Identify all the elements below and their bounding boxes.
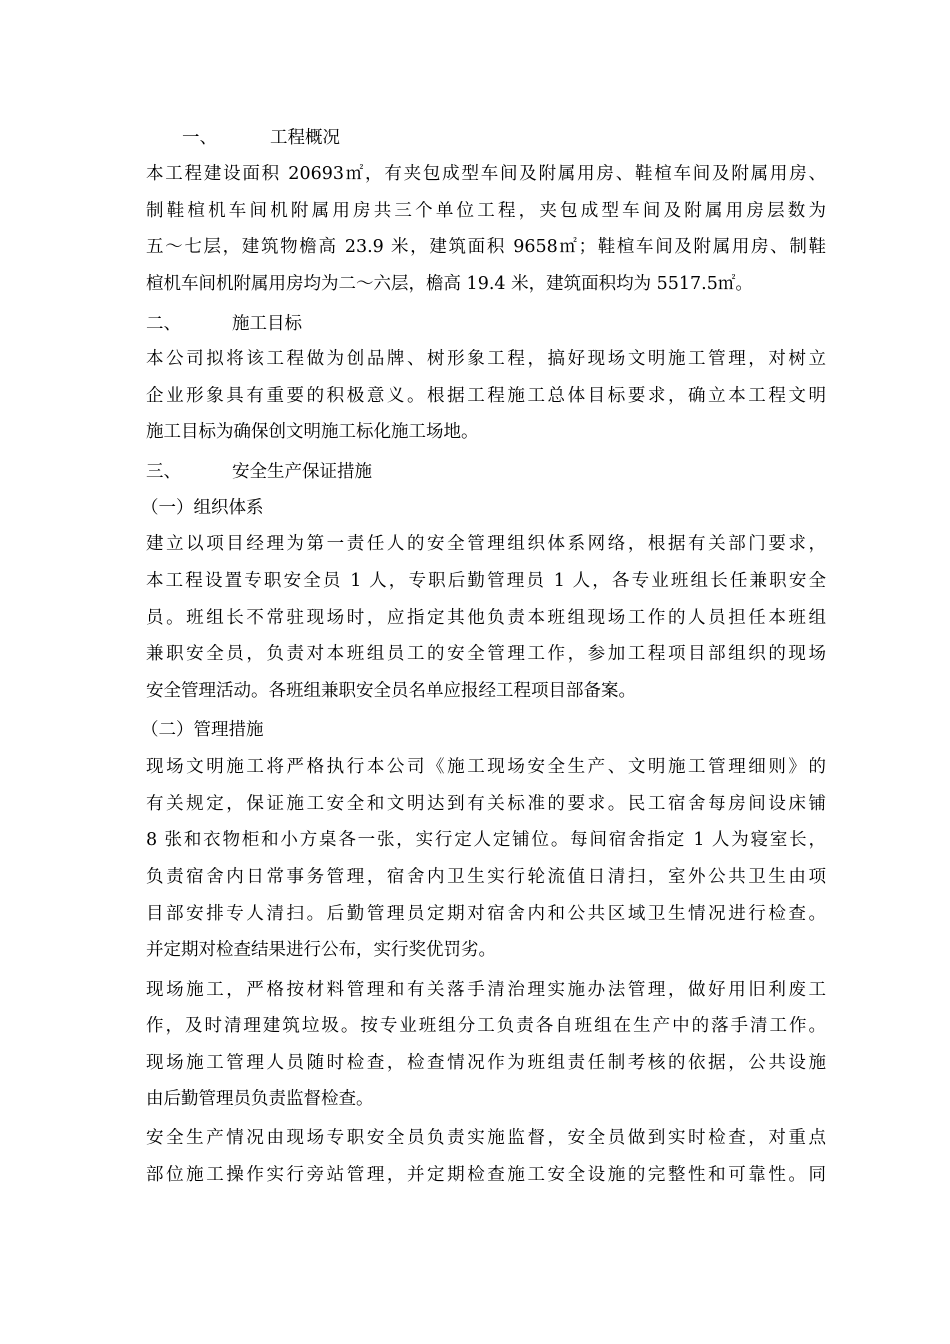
paragraph-line: 部位施工操作实行旁站管理，并定期检查施工安全设施的完整性和可靠性。同: [146, 1165, 826, 1185]
paragraph-line: 安全生产情况由现场专职安全员负责实施监督，安全员做到实时检查，对重点: [146, 1128, 826, 1148]
paragraph-line: 员。班组长不常驻现场时，应指定其他负责本班组现场工作的人员担任本班组: [146, 608, 826, 628]
paragraph-line: 建立以项目经理为第一责任人的安全管理组织体系网络，根据有关部门要求，: [146, 534, 826, 554]
section-number: 一、: [182, 128, 217, 148]
paragraph-line: 现场施工，严格按材料管理和有关落手清治理实施办法管理，做好用旧利废工: [146, 980, 826, 1000]
section-title: 安全生产保证措施: [232, 462, 372, 482]
paragraph-line: 制鞋楦机车间机附属用房共三个单位工程，夹包成型车间及附属用房层数为: [146, 201, 826, 221]
section-number: 二、: [146, 314, 181, 334]
section-title: 工程概况: [270, 128, 340, 148]
paragraph-line: 本工程设置专职安全员 1 人，专职后勤管理员 1 人，各专业班组长任兼职安全: [146, 571, 826, 591]
paragraph-line: 由后勤管理员负责监督检查。: [146, 1089, 374, 1109]
paragraph-line: 本工程建设面积 20693㎡，有夹包成型车间及附属用房、鞋楦车间及附属用房、: [146, 164, 826, 184]
paragraph-line: 施工目标为确保创文明施工标化施工场地。: [146, 422, 479, 442]
paragraph-line: 目部安排专人清扫。后勤管理员定期对宿舍内和公共区域卫生情况进行检查。: [146, 904, 826, 924]
section-title: 施工目标: [232, 314, 302, 334]
paragraph-line: 负责宿舍内日常事务管理，宿舍内卫生实行轮流值日清扫，室外公共卫生由项: [146, 867, 826, 887]
paragraph-line: 有关规定，保证施工安全和文明达到有关标准的要求。民工宿舍每房间设床铺: [146, 794, 826, 814]
paragraph-line: 作，及时清理建筑垃圾。按专业班组分工负责各自班组在生产中的落手清工作。: [146, 1016, 826, 1036]
paragraph-line: 楦机车间机附属用房均为二～六层，檐高 19.4 米，建筑面积均为 5517.5㎡。: [146, 274, 753, 294]
paragraph-line: 本公司拟将该工程做为创品牌、树形象工程，搞好现场文明施工管理，对树立: [146, 349, 826, 369]
paragraph-line: 兼职安全员，负责对本班组员工的安全管理工作，参加工程项目部组织的现场: [146, 644, 826, 664]
subsection-heading-1: （一）组织体系: [141, 498, 264, 518]
paragraph-line: 现场文明施工将严格执行本公司《施工现场安全生产、文明施工管理细则》的: [146, 757, 826, 777]
paragraph-line: 8 张和衣物柜和小方桌各一张，实行定人定铺位。每间宿舍指定 1 人为寝室长，: [146, 830, 826, 850]
paragraph-line: 企业形象具有重要的积极意义。根据工程施工总体目标要求，确立本工程文明: [146, 386, 826, 406]
section-number: 三、: [146, 462, 181, 482]
paragraph-line: 安全管理活动。各班组兼职安全员名单应报经工程项目部备案。: [146, 681, 636, 701]
subsection-heading-2: （二）管理措施: [141, 720, 264, 740]
paragraph-line: 五～七层，建筑物檐高 23.9 米，建筑面积 9658㎡；鞋楦车间及附属用房、制鞋: [146, 237, 826, 257]
paragraph-line: 并定期对检查结果进行公布，实行奖优罚劣。: [146, 940, 496, 960]
paragraph-line: 现场施工管理人员随时检查，检查情况作为班组责任制考核的依据，公共设施: [146, 1053, 826, 1073]
